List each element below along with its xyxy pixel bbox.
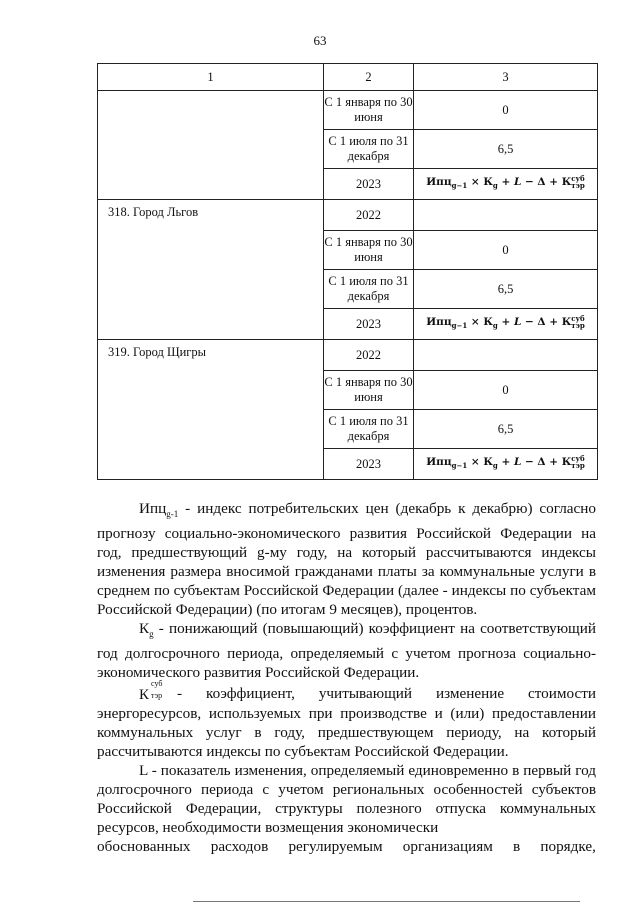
formula: $Ипц_{g-1} \times К_g + L - \Delta + К$ суб тэр — [426, 454, 585, 471]
period-cell: 2022 — [324, 340, 414, 371]
header-cell: 1 — [98, 64, 324, 91]
word: в — [513, 838, 521, 856]
period-cell: 2023 — [324, 169, 414, 200]
table-row — [98, 340, 598, 371]
entity-name: 319. Город Щигры — [108, 345, 207, 359]
body-text — [97, 499, 596, 856]
paragraph-l-last-line — [97, 837, 596, 856]
period-cell: С 1 июля по 31 декабря — [324, 130, 414, 169]
period-cell: С 1 июля по 31 декабря — [324, 410, 414, 449]
word: расходов — [210, 838, 269, 856]
header-cell: 2 — [324, 64, 414, 91]
footer-line — [193, 901, 580, 902]
data-table — [97, 63, 598, 480]
period-cell: 2023 — [324, 449, 414, 480]
word: стоимости — [528, 685, 596, 703]
word: коэффициент, — [205, 685, 295, 703]
value-cell — [414, 309, 598, 340]
entity-cell — [98, 91, 324, 200]
period-cell: С 1 января по 30 июня — [324, 91, 414, 130]
table-row — [98, 91, 598, 130]
header-cell: 3 — [414, 64, 598, 91]
value-cell: 6,5 — [414, 270, 598, 309]
page-number: 63 — [313, 33, 327, 48]
word: учитывающий — [318, 685, 413, 703]
period-cell: 2023 — [324, 309, 414, 340]
word: - — [177, 685, 183, 703]
value-cell: 0 — [414, 371, 598, 410]
value-cell: 0 — [414, 231, 598, 270]
word: обоснованных — [97, 838, 191, 856]
paragraph-ipc: Ипц$_{g-1}$ - индекс потребительских цен (декабрь к декабрю) согласно прогнозу социально-экономического развития Российской Федерации на год, предшествующий g-му году, на который рассчитываются индексы изменения размера вносимой гражданами платы за коммунальные услуги в среднем по субъектам Российской Федерации (далее - индексы по субъектам Российской Федерации) (по итогам 9 месяцев), процентов. — [97, 500, 596, 619]
word: регулируемым — [288, 838, 383, 856]
value-cell — [414, 449, 598, 480]
value-cell: 6,5 — [414, 130, 598, 169]
formula: $Ипц_{g-1} \times К_g + L - \Delta + К$ суб тэр — [426, 314, 585, 331]
value-cell — [414, 169, 598, 200]
word: организациям — [402, 838, 493, 856]
word: изменение — [435, 685, 505, 703]
table-header-row — [98, 64, 598, 91]
paragraph-ktr: К суб тэр - коэффициент, учитывающий изменение стоимости энергоресурсов, используемых при производстве и (или) предоставлении коммунальных услуг в году, предшествующем периоду, на который рассчитываются индексы по субъектам Российской Федерации. — [97, 679, 596, 761]
entity-cell — [98, 200, 324, 340]
value-cell: 0 — [414, 91, 598, 130]
value-cell — [414, 340, 598, 371]
word: порядке, — [540, 838, 596, 856]
value-cell: 6,5 — [414, 410, 598, 449]
paragraph-l: L - показатель изменения, определяемый единовременно в первый год долгосрочного периода с учетом региональных особенностей субъектов Российской Федерации, структуры полезного отпуска коммунальных ресурсов, необходимости возмещения экономически — [97, 762, 596, 837]
entity-name: 318. Город Льгов — [108, 205, 199, 219]
paragraph-kg: $К_g$ - понижающий (повышающий) коэффициент на соответствующий год долгосрочного периода, определяемый с учетом прогноза социально-экономического развития Российской Федерации. — [97, 620, 596, 682]
period-cell: С 1 января по 30 июня — [324, 231, 414, 270]
period-cell: С 1 июля по 31 декабря — [324, 270, 414, 309]
period-cell: С 1 января по 30 июня — [324, 371, 414, 410]
formula: $Ипц_{g-1} \times К_g + L - \Delta + К$ суб тэр — [426, 174, 585, 191]
entity-cell — [98, 340, 324, 480]
value-cell — [414, 200, 598, 231]
period-cell: 2022 — [324, 200, 414, 231]
table-row — [98, 200, 598, 231]
k-ter-symbol: К суб тэр — [139, 679, 163, 704]
